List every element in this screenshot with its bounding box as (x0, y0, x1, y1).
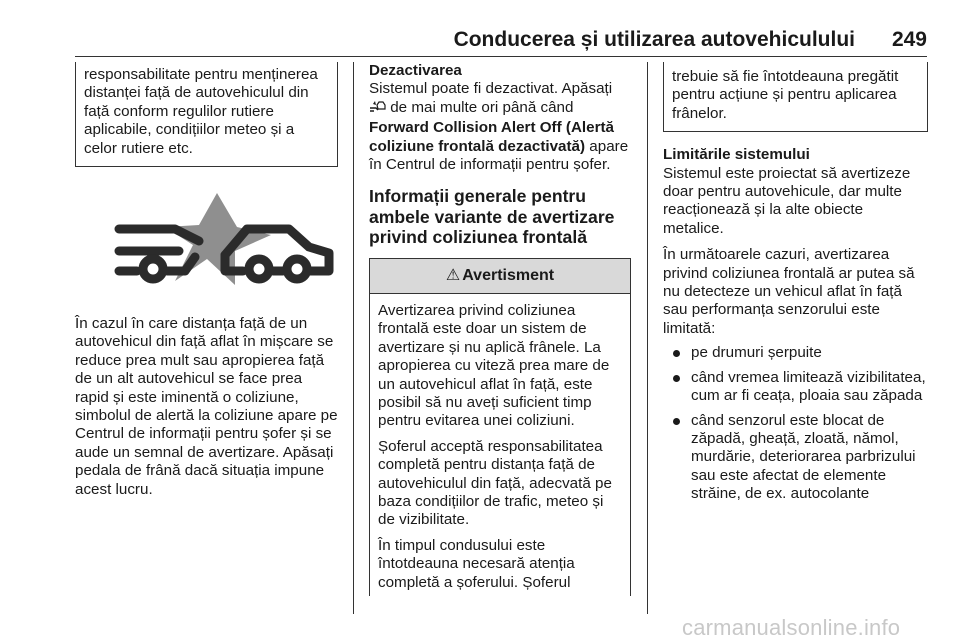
forward-collision-illustration (75, 189, 338, 297)
deactivation-text-3: apare în Centrul de informații pentru șofer. (369, 137, 629, 174)
deactivation-text-1: Sistemul poate fi dezactivat. Apăsați (369, 80, 613, 98)
page-header (75, 26, 927, 57)
header-title: Conducerea și utilizarea autovehiculului (453, 28, 855, 51)
deactivation-heading: Dezactivarea (369, 62, 462, 79)
warning-triangle-icon: ⚠ (445, 266, 461, 284)
page-number: 249 (891, 28, 927, 51)
column-2 (369, 62, 631, 596)
limits-paragraph-2: În următoarele cazuri, avertizarea privind coliziunea frontală ar putea să nu detecteze un vehicul aflat în față sau performanța senzorului este limitată: (663, 246, 915, 337)
collision-alert-paragraph: În cazul în care distanța față de un autovehicul din față aflat în mișcare se reduce prea mult sau apropierea față de un alt autovehicul se face prea rapid și este iminentă o coliziune, simbolul de alertă la coliziune apare pe Centrul de informații pentru șofer și se aude un semnal de avertizare. Apăsați pedala de frână dacă situația impune acest lucru. (75, 315, 338, 498)
warning-title: Avertisment (462, 266, 555, 284)
warning-box-continuation (75, 62, 338, 167)
warning-box-end (663, 62, 928, 132)
column-divider-2 (647, 62, 648, 614)
column-3 (663, 62, 928, 510)
list-item: când vremea limitează vizibilitatea, cum ar fi ceața, ploaia sau zăpada (663, 369, 928, 406)
forward-collision-alert-icon (75, 189, 338, 297)
warning-paragraph-3: În timpul condusului este întotdeauna necesară atenția completă a șoferului. Șoferul (378, 536, 575, 591)
warning-header (370, 259, 630, 294)
warning-paragraph-2: Șoferul acceptă responsabilitatea completă pentru distanța față de autovehiculul din față, adecvată pe baza condițiilor de trafic, meteo și de vizibilitate. (378, 437, 612, 529)
warning-box (369, 258, 631, 596)
rear-car-icon (119, 229, 199, 279)
column-1 (75, 62, 338, 499)
warning-paragraph-1: Avertizarea privind coliziunea frontală este doar un sistem de avertizare și nu aplică frânele. La apropierea cu viteză prea mare de un autovehicul aflat în față, este posibil să nu aveți suficient timp pentru evitarea unei coliziuni. (378, 301, 610, 430)
warning-end-text: trebuie să fie întotdeauna pregătit pentru acțiune și pentru aplicarea frânelor. (672, 68, 899, 122)
front-car-icon (225, 229, 329, 279)
deactivation-message-name: Forward Collision Alert Off (Alertă coliziune frontală dezactivată) (369, 119, 614, 155)
watermark: carmanualsonline.info (682, 615, 901, 640)
deactivation-paragraph (369, 80, 631, 174)
deactivation-text-2: de mai multe ori până când (390, 98, 574, 116)
list-item: când senzorul este blocat de zăpadă, gheață, zloată, nămol, murdărie, deteriorarea parbrizului sau este afectat de elemente străine, de ex. autocolante (663, 412, 928, 504)
warning-body (370, 294, 630, 596)
limits-heading: Limitările sistemului (663, 146, 810, 164)
column-divider-1 (353, 62, 354, 614)
warning-continuation-text: responsabilitate pentru menținerea distanței față de autovehiculul din față conform regulilor rutiere aplicabile, condițiilor meteo și a celor rutiere etc. (84, 66, 318, 157)
section-heading: Informații generale pentru ambele variante de avertizare privind coliziunea frontală (369, 186, 615, 248)
limits-list (663, 344, 928, 503)
list-item: pe drumuri șerpuite (663, 344, 928, 362)
collision-alert-button-icon (369, 100, 386, 119)
limits-paragraph-1: Sistemul este proiectat să avertizeze doar pentru autovehicule, dar multe reacționează și la alte obiecte metalice. (663, 164, 911, 237)
